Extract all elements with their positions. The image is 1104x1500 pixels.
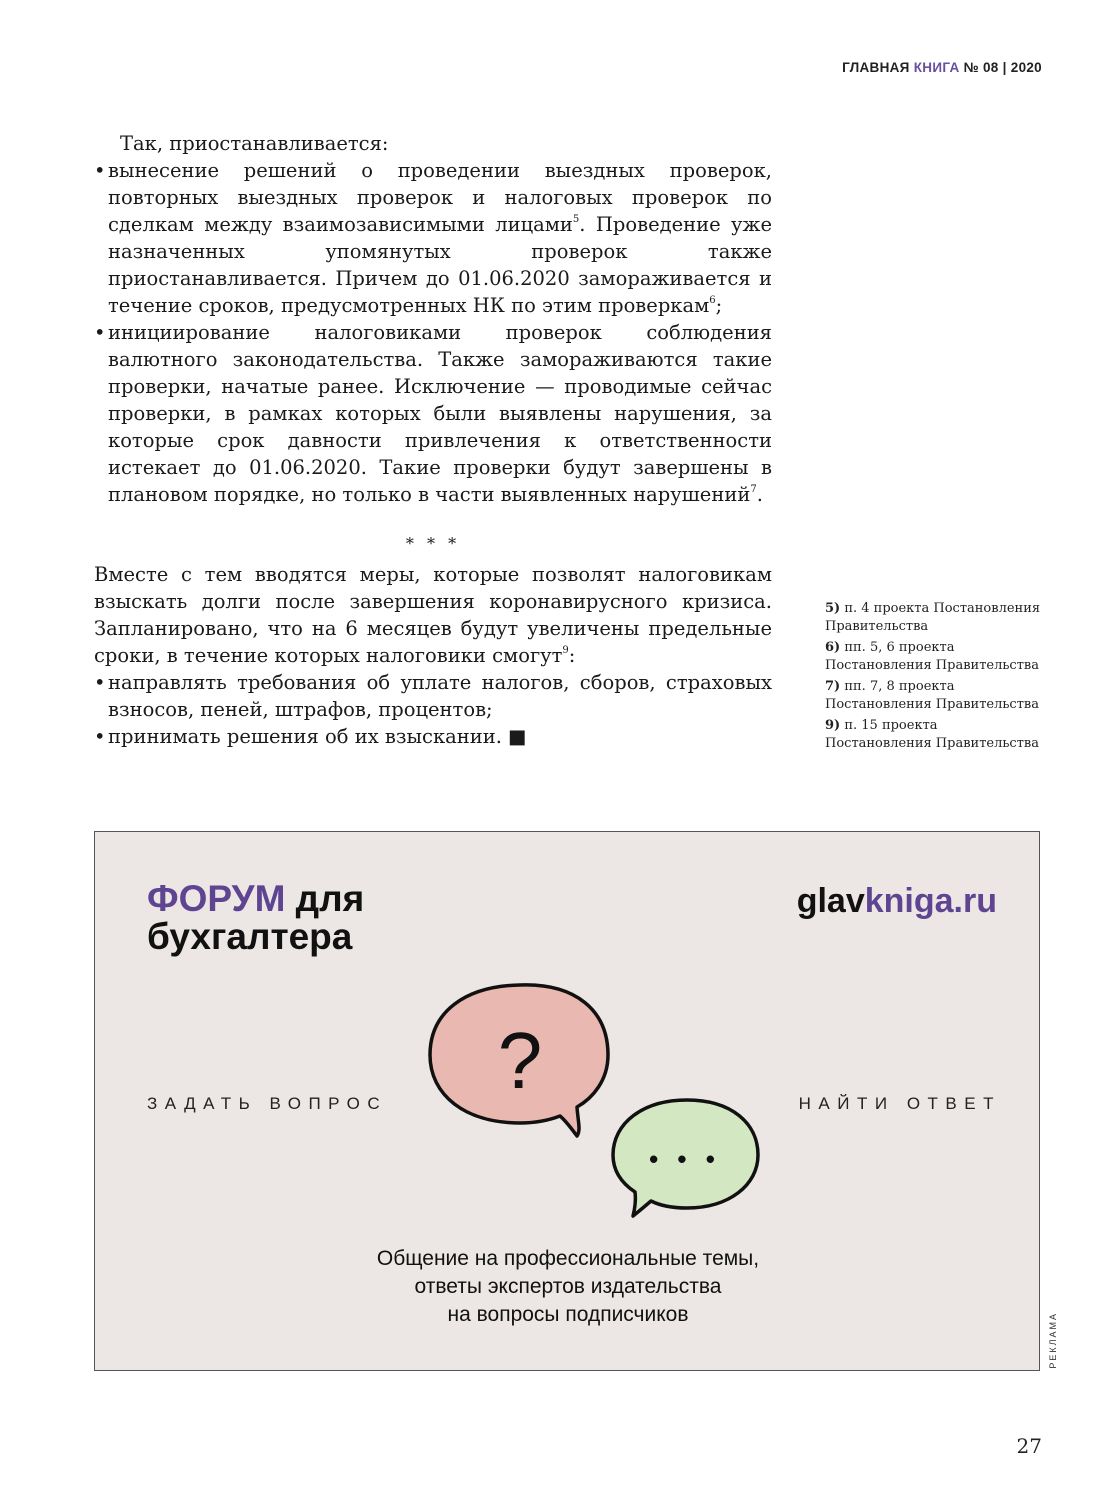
footnote: 7) пп. 7, 8 проекта Постановления Правительства <box>825 679 1039 712</box>
article-body <box>94 130 772 750</box>
ask-question-label: ЗАДАТЬ ВОПРОС <box>147 1094 388 1113</box>
suspended-list <box>94 157 772 508</box>
running-header <box>842 60 1042 75</box>
list-item: • направлять требования об уплате налогов, сборов, страховых взносов, пеней, штрафов, процентов; <box>94 669 772 723</box>
footnote-ref: 7 <box>750 483 757 495</box>
ad-site-link[interactable]: glavkniga.ru <box>796 882 997 920</box>
forum-advertisement[interactable] <box>94 831 1040 1371</box>
footnote: 6) пп. 5, 6 проекта Постановления Правительства <box>825 640 1039 673</box>
list-item: • вынесение решений о проведении выездных проверок, повторных выездных проверок и налоговых проверок по сделкам между взаимозависимыми лицами$^5$. Проведение уже назначенных упомянутых проверок также приостанавливается. Причем до 01.06.2020 замораживается и течение сроков, предусмотренных НК по этим проверкам$^6$; <box>94 157 772 319</box>
list-item: • принимать решения об их взыскании. ■ <box>94 723 772 750</box>
footnotes <box>825 600 1045 756</box>
section-separator: * * * <box>405 534 461 553</box>
ad-title-forum: ФОРУМ <box>147 878 286 919</box>
ad-title <box>147 880 364 956</box>
ellipsis-icon: • • • <box>649 1144 721 1174</box>
paragraph: Вместе с тем вводятся меры, которые позволят налоговикам взыскать долги после завершения коронавирусного кризиса. Запланировано, что на 6 месяцев будут увеличены предельные сроки, в течение которых налоговики смогут$^9$: <box>94 563 772 667</box>
magazine-name-b: КНИГА <box>913 60 960 75</box>
list-item: • инициирование налоговиками проверок соблюдения валютного законодательства. Также замораживаются такие проверки, начатые ранее. Исключение — проводимые сейчас проверки, в рамках которых были выявлены нарушения, за которые срок давности привлечения к ответственности истекает до 01.06.2020. Такие проверки будут завершены в плановом порядке, но только в части выявленных нарушений$^7$. <box>94 319 772 508</box>
footnote: 5) п. 4 проекта Постановления Правительства <box>825 601 1041 634</box>
chat-bubbles-illustration <box>425 980 765 1220</box>
intro-line: Так, приостанавливается: <box>120 132 389 155</box>
ad-description: Общение на профессиональные темы, ответы экспертов издательства на вопросы подписчиков <box>376 1247 760 1326</box>
ad-title-for: для <box>295 878 365 919</box>
footnote-ref: 6 <box>709 294 716 306</box>
find-answer-label: НАЙТИ ОТВЕТ <box>798 1094 1001 1113</box>
advertisement-label: РЕКЛАМА <box>1048 1312 1058 1369</box>
footnote: 9) п. 15 проекта Постановления Правительства <box>825 718 1039 751</box>
magazine-name-a: ГЛАВНАЯ <box>842 60 910 75</box>
ad-title-accountant: бухгалтера <box>147 916 353 957</box>
footnote-ref: 9 <box>562 644 569 656</box>
measures-list <box>94 669 772 750</box>
page-number: 27 <box>1016 1434 1042 1458</box>
issue-number: № 08 | 2020 <box>963 60 1042 75</box>
footnote-ref: 5 <box>572 213 580 225</box>
question-mark-icon: ? <box>497 1016 543 1105</box>
